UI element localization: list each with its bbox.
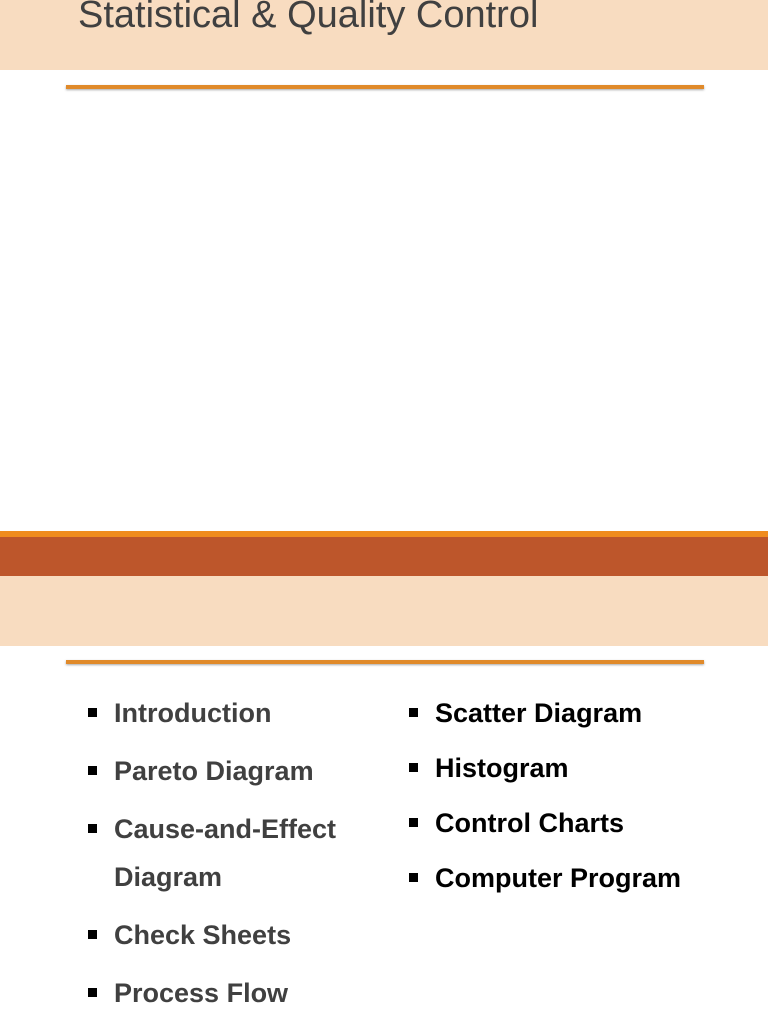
slide-title: Statistical & Quality Control bbox=[78, 0, 539, 36]
bullet-square-icon bbox=[409, 708, 418, 717]
list-item bbox=[88, 747, 378, 795]
list-item bbox=[409, 689, 749, 737]
list-item bbox=[88, 911, 378, 959]
bullet-square-icon bbox=[88, 930, 97, 939]
list-item-label: Histogram bbox=[435, 753, 569, 783]
bullet-square-icon bbox=[409, 818, 418, 827]
bullet-square-icon bbox=[88, 824, 97, 833]
list-item-label: Pareto Diagram bbox=[114, 756, 314, 786]
list-item-label-cont: Diagram bbox=[114, 862, 223, 892]
bottom-divider bbox=[66, 660, 704, 664]
topic-list-right bbox=[409, 689, 749, 909]
topic-list-left bbox=[88, 689, 378, 1027]
list-item bbox=[409, 799, 749, 847]
list-item bbox=[88, 689, 378, 737]
rust-band bbox=[0, 537, 768, 576]
bullet-square-icon bbox=[409, 763, 418, 772]
list-item bbox=[409, 854, 749, 902]
list-item-label: Computer Program bbox=[435, 863, 682, 893]
list-item-label: Process Flow bbox=[114, 978, 289, 1008]
bullet-square-icon bbox=[409, 873, 418, 882]
list-item-label: Cause-and-Effect bbox=[114, 814, 337, 844]
bullet-square-icon bbox=[88, 766, 97, 775]
list-item bbox=[88, 805, 378, 901]
title-band bbox=[0, 0, 768, 70]
bullet-square-icon bbox=[88, 708, 97, 717]
subtitle-band bbox=[0, 576, 768, 646]
list-item-label: Introduction bbox=[114, 698, 272, 728]
list-item-label: Control Charts bbox=[435, 808, 624, 838]
list-item-label: Scatter Diagram bbox=[435, 698, 643, 728]
top-divider bbox=[66, 85, 704, 89]
bullet-square-icon bbox=[88, 988, 97, 997]
list-item-label: Check Sheets bbox=[114, 920, 292, 950]
list-item bbox=[409, 744, 749, 792]
list-item bbox=[88, 969, 378, 1017]
